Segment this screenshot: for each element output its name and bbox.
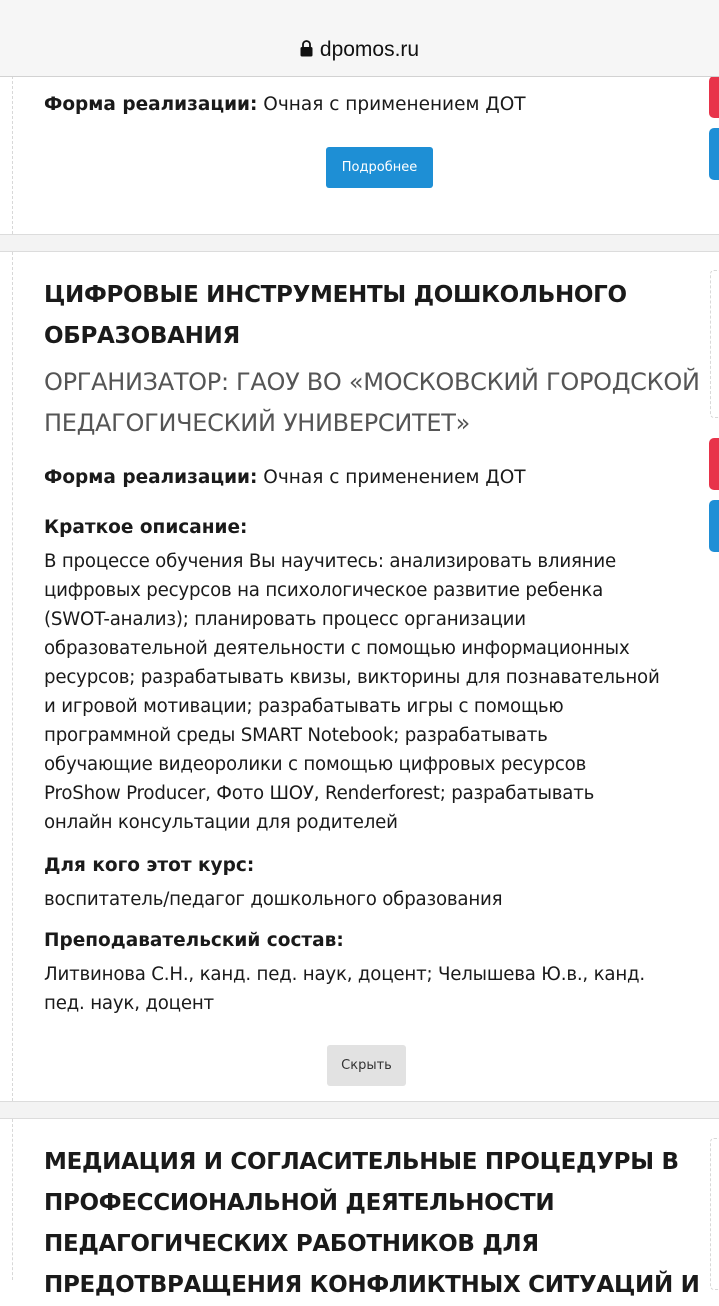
next-title-line: ПЕДАГОГИЧЕСКИХ РАБОТНИКОВ ДЛЯ (44, 1231, 539, 1257)
teachers-line: пед. наук, доцент (44, 993, 214, 1014)
next-course-title (44, 1142, 704, 1306)
form-label: Форма реализации: (44, 467, 258, 488)
side-panel-edge (710, 1138, 719, 1290)
hide-button[interactable]: Скрыть (327, 1045, 406, 1086)
cards-gap (0, 235, 719, 251)
prev-form-value: Очная с применением ДОТ (263, 94, 526, 115)
url-text: dpomos.ru (319, 38, 420, 61)
browser-address-bar[interactable] (0, 0, 719, 77)
side-panel-edge (710, 270, 719, 418)
audience-value: воспитатель/педагог дошкольного образования (44, 889, 503, 910)
next-title-line: ПРЕДОТВРАЩЕНИЯ КОНФЛИКТНЫХ СИТУАЦИЙ И (44, 1272, 700, 1298)
description-line: В процессе обучения Вы научитесь: анализировать влияние (44, 551, 616, 572)
lock-icon (300, 40, 313, 57)
course-title-line: ОБРАЗОВАНИЯ (44, 323, 240, 349)
description-line: обучающие видеоролики с помощью цифровых ресурсов (44, 754, 587, 775)
organizer-line: ОРГАНИЗАТОР: ГАОУ ВО «МОСКОВСКИЙ ГОРОДСКОЙ (44, 368, 700, 396)
description-line: онлайн консультации для родителей (44, 812, 398, 833)
description-text (44, 547, 704, 837)
description-label: Краткое описание: (44, 517, 248, 538)
description-line: (SWOT-анализ); планировать процесс организации (44, 609, 526, 630)
side-tab-red[interactable] (709, 438, 719, 490)
description-line: ProShow Producer, Фото ШОУ, Renderforest; разрабатывать (44, 783, 595, 804)
side-tab-red[interactable] (709, 76, 719, 118)
side-tab-blue[interactable] (709, 128, 719, 180)
details-button[interactable]: Подробнее (326, 147, 433, 188)
prev-form-label: Форма реализации: (44, 94, 258, 115)
address-field[interactable] (0, 38, 719, 62)
description-line: цифровых ресурсов на психологическое развитие ребенка (44, 580, 604, 601)
description-line: образовательной деятельности с помощью информационных (44, 638, 630, 659)
course-title-line: ЦИФРОВЫЕ ИНСТРУМЕНТЫ ДОШКОЛЬНОГО (44, 282, 627, 308)
next-title-line: МЕДИАЦИЯ И СОГЛАСИТЕЛЬНЫЕ ПРОЦЕДУРЫ В (44, 1149, 679, 1175)
organizer-line: ПЕДАГОГИЧЕСКИЙ УНИВЕРСИТЕТ» (44, 409, 470, 437)
next-title-line: ПРОФЕССИОНАЛЬНОЙ ДЕЯТЕЛЬНОСТИ (44, 1190, 555, 1216)
teachers-label: Преподавательский состав: (44, 930, 344, 951)
form-value: Очная с применением ДОТ (263, 467, 526, 488)
course-organizer (44, 362, 714, 444)
description-line: ресурсов; разрабатывать квизы, викторины для познавательной (44, 667, 660, 688)
side-tab-blue[interactable] (709, 500, 719, 552)
teachers-line: Литвинова С.Н., канд. пед. наук, доцент; Челышева Ю.в., канд. (44, 964, 645, 985)
course-title (44, 275, 694, 357)
audience-label: Для кого этот курс: (44, 855, 255, 876)
description-line: программной среды SMART Notebook; разрабатывать (44, 725, 548, 746)
prev-form-row (44, 90, 694, 119)
cards-gap (0, 1102, 719, 1118)
description-line: и игровой мотивации; разрабатывать игры с помощью (44, 696, 564, 717)
teachers-text (44, 960, 704, 1018)
form-row (44, 463, 694, 492)
